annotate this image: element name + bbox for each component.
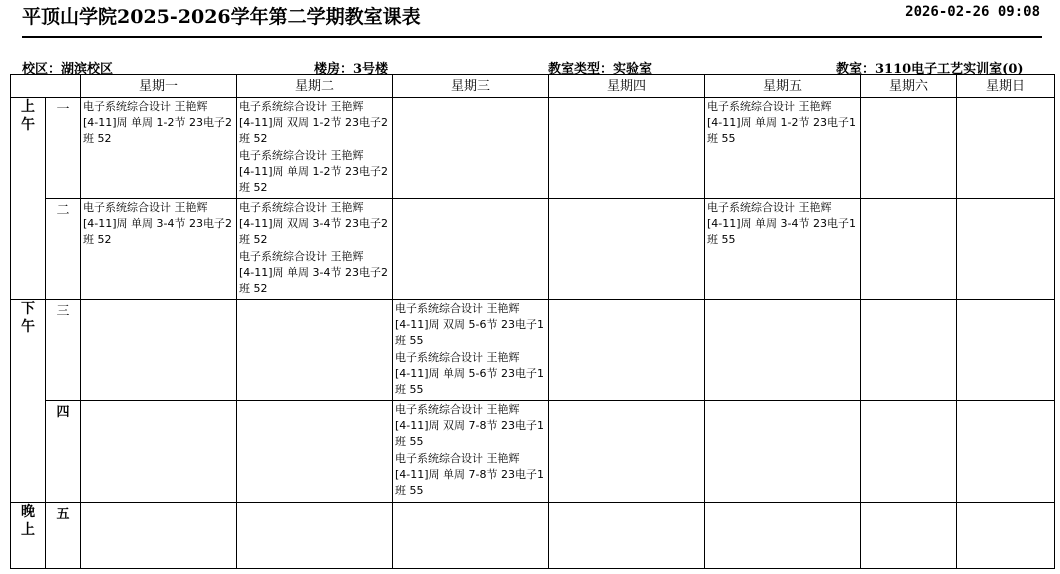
cell-p1-sun (957, 98, 1055, 199)
cell-p5-sun (957, 503, 1055, 569)
room-label: 教室：3110电子工艺实训室(0) (836, 62, 1024, 77)
course-detail: [4-11]周 单周 1-2节 23电子1班 55 (707, 116, 856, 145)
page-title: 平顶山学院2025-2026学年第二学期教室课表 (22, 6, 421, 28)
session-label: 晚上 (21, 504, 35, 538)
cell-p3-tue (237, 300, 393, 401)
cell-p4-sun (957, 401, 1055, 503)
session-afternoon (11, 300, 46, 503)
course-entry (393, 349, 548, 398)
day-header-sun: 星期日 (957, 75, 1055, 98)
course-detail: [4-11]周 单周 7-8节 23电子1班 55 (395, 468, 544, 497)
course-entry (81, 199, 236, 248)
cell-p3-sun (957, 300, 1055, 401)
cell-p4-mon (81, 401, 237, 503)
period-3: 三 (46, 300, 81, 401)
course-detail: [4-11]周 单周 3-4节 23电子2班 52 (239, 266, 388, 295)
building-label: 楼房：3号楼 (314, 62, 389, 77)
header-rule (22, 36, 1042, 38)
day-header-wed: 星期三 (393, 75, 549, 98)
cell-p2-mon (81, 199, 237, 300)
corner-cell (11, 75, 81, 98)
cell-p1-wed (393, 98, 549, 199)
campus-label: 校区：湖滨校区 (22, 62, 114, 77)
cell-p2-sat (861, 199, 957, 300)
cell-p3-wed (393, 300, 549, 401)
cell-p5-tue (237, 503, 393, 569)
period-1: 一 (46, 98, 81, 199)
course-entry (81, 98, 236, 147)
course-detail: [4-11]周 双周 3-4节 23电子2班 52 (239, 217, 388, 246)
course-entry (393, 401, 548, 450)
cell-p4-fri (705, 401, 861, 503)
session-morning (11, 98, 46, 300)
period-2: 二 (46, 199, 81, 300)
cell-p5-mon (81, 503, 237, 569)
course-title: 电子系统综合设计 王艳辉 (395, 452, 520, 465)
cell-p2-sun (957, 199, 1055, 300)
cell-p3-mon (81, 300, 237, 401)
session-label: 上午 (21, 99, 35, 133)
course-detail: [4-11]周 单周 3-4节 23电子1班 55 (707, 217, 856, 246)
course-detail: [4-11]周 单周 1-2节 23电子2班 52 (239, 165, 388, 194)
day-header-sat: 星期六 (861, 75, 957, 98)
print-timestamp: 2026-02-26 09:08 (905, 4, 1040, 20)
cell-p1-thu (549, 98, 705, 199)
course-entry (393, 300, 548, 349)
course-detail: [4-11]周 单周 1-2节 23电子2班 52 (83, 116, 232, 145)
cell-p2-wed (393, 199, 549, 300)
cell-p4-wed (393, 401, 549, 503)
course-detail: [4-11]周 双周 7-8节 23电子1班 55 (395, 419, 544, 448)
period-5: 五 (46, 503, 81, 569)
cell-p5-wed (393, 503, 549, 569)
course-detail: [4-11]周 双周 5-6节 23电子1班 55 (395, 318, 544, 347)
course-entry (237, 98, 392, 147)
cell-p1-fri (705, 98, 861, 199)
course-detail: [4-11]周 单周 3-4节 23电子2班 52 (83, 217, 232, 246)
period-4: 四 (46, 401, 81, 503)
cell-p3-thu (549, 300, 705, 401)
cell-p5-thu (549, 503, 705, 569)
cell-p5-fri (705, 503, 861, 569)
day-header-tue: 星期二 (237, 75, 393, 98)
cell-p1-mon (81, 98, 237, 199)
session-evening (11, 503, 46, 569)
course-title: 电子系统综合设计 王艳辉 (395, 351, 520, 364)
course-title: 电子系统综合设计 王艳辉 (239, 149, 364, 162)
course-title: 电子系统综合设计 王艳辉 (239, 100, 364, 113)
cell-p1-tue (237, 98, 393, 199)
day-header-fri: 星期五 (705, 75, 861, 98)
course-title: 电子系统综合设计 王艳辉 (239, 250, 364, 263)
course-title: 电子系统综合设计 王艳辉 (83, 100, 208, 113)
course-entry (237, 199, 392, 248)
course-title: 电子系统综合设计 王艳辉 (83, 201, 208, 214)
session-label: 下午 (21, 301, 35, 335)
room-type-label: 教室类型：实验室 (548, 62, 653, 77)
cell-p1-sat (861, 98, 957, 199)
cell-p2-thu (549, 199, 705, 300)
course-title: 电子系统综合设计 王艳辉 (395, 302, 520, 315)
day-header-thu: 星期四 (549, 75, 705, 98)
cell-p3-fri (705, 300, 861, 401)
course-entry (705, 199, 860, 248)
timetable (10, 74, 1055, 569)
course-entry (237, 147, 392, 196)
course-title: 电子系统综合设计 王艳辉 (707, 201, 832, 214)
course-title: 电子系统综合设计 王艳辉 (395, 403, 520, 416)
course-title: 电子系统综合设计 王艳辉 (239, 201, 364, 214)
cell-p2-tue (237, 199, 393, 300)
course-detail: [4-11]周 双周 1-2节 23电子2班 52 (239, 116, 388, 145)
day-header-mon: 星期一 (81, 75, 237, 98)
course-entry (705, 98, 860, 147)
course-detail: [4-11]周 单周 5-6节 23电子1班 55 (395, 367, 544, 396)
course-entry (393, 450, 548, 499)
cell-p3-sat (861, 300, 957, 401)
cell-p4-thu (549, 401, 705, 503)
cell-p2-fri (705, 199, 861, 300)
course-title: 电子系统综合设计 王艳辉 (707, 100, 832, 113)
cell-p4-sat (861, 401, 957, 503)
cell-p5-sat (861, 503, 957, 569)
cell-p4-tue (237, 401, 393, 503)
course-entry (237, 248, 392, 297)
